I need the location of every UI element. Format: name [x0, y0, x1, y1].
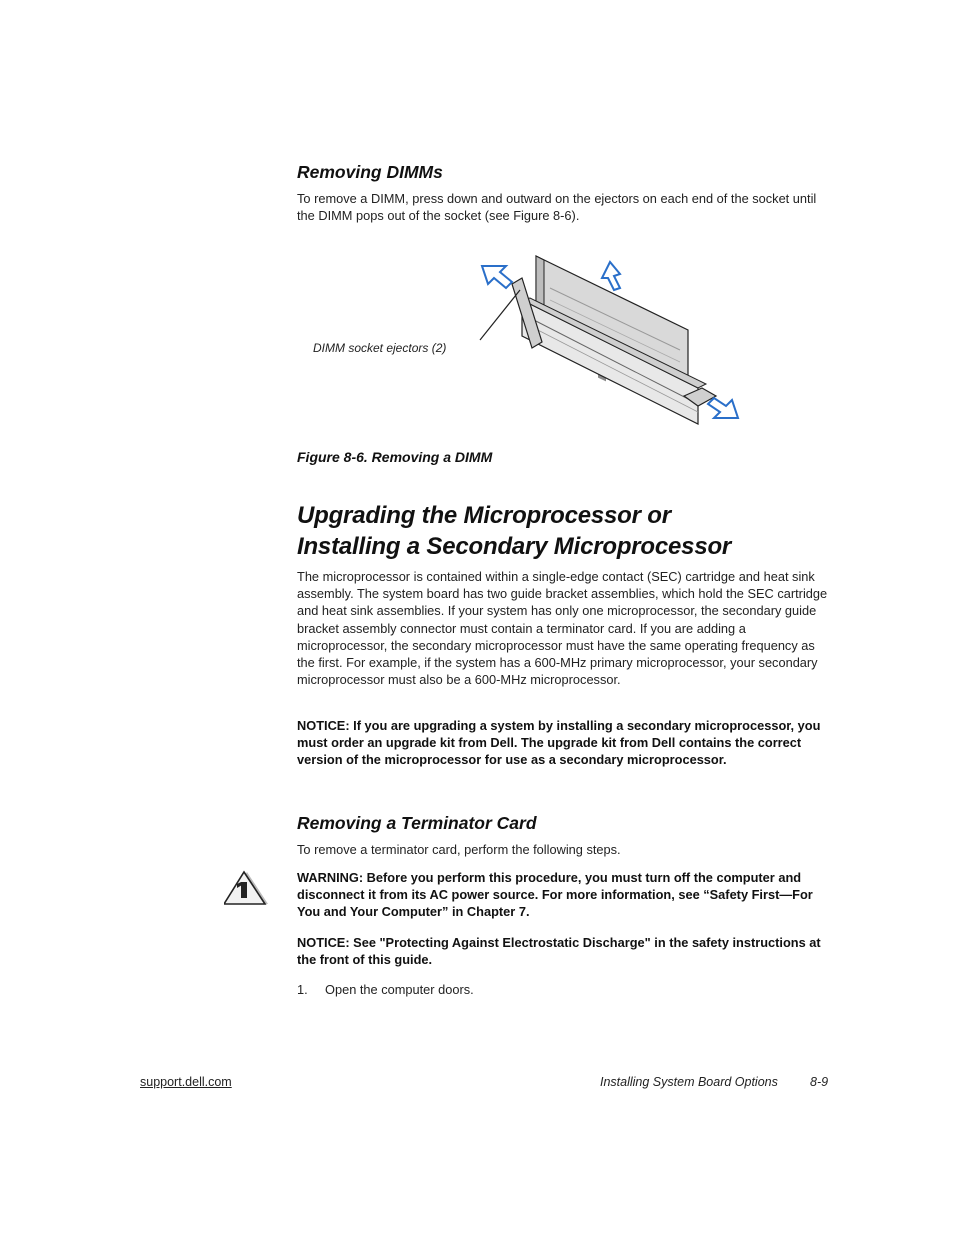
terminator-notice: NOTICE: See "Protecting Against Electrostatic Discharge" in the safety instructions at the front of this guide.	[297, 935, 821, 968]
outward-left-arrow-icon	[482, 266, 512, 288]
figure-callout-ejectors: DIMM socket ejectors (2)	[313, 341, 447, 355]
upgrading-body: The microprocessor is contained within a single-edge contact (SEC) cartridge and heat sink assembly. The system board has two guide bracket assemblies, which hold the SEC cartridge and heat sink assemblies. If your system has only one microprocessor, the secondary guide bracket assembly connector must contain a terminator card. If you are adding a microprocessor, the secondary microprocessor must have the same operating frequency as the first. For example, if the system has a 600-MHz primary microprocessor, your secondary microprocessor must also be a 600-MHz microprocessor.	[297, 569, 828, 688]
terminator-warning: WARNING: Before you perform this procedure, you must turn off the computer and disconnect it from its AC power source. For more information, see “Safety First—For You and Your Computer” in Chapter 7.	[297, 870, 813, 920]
upgrading-notice: NOTICE: If you are upgrading a system by installing a secondary microprocessor, you must order an upgrade kit from Dell. The upgrade kit from Dell contains the correct version of the microprocessor for use as a secondary microprocessor.	[297, 718, 821, 768]
dimm-illustration	[470, 248, 760, 433]
outward-right-arrow-icon	[708, 398, 738, 418]
dimm-removal-figure	[470, 248, 760, 433]
up-arrow-icon	[602, 262, 620, 290]
section-title-removing-terminator: Removing a Terminator Card	[297, 813, 537, 833]
footer-support-link[interactable]: support.dell.com	[140, 1075, 232, 1089]
step-number-1: 1.	[297, 982, 308, 997]
step-text-1: Open the computer doors.	[325, 982, 474, 997]
section-title-removing-dimms: Removing DIMMs	[297, 162, 443, 182]
footer-chapter-title: Installing System Board Options	[600, 1075, 778, 1089]
section-title-upgrading-line2: Installing a Secondary Microprocessor	[297, 533, 732, 560]
terminator-intro: To remove a terminator card, perform the following steps.	[297, 842, 621, 857]
warning-triangle-icon	[224, 870, 270, 906]
footer-page-number: 8-9	[810, 1075, 829, 1089]
figure-caption: Figure 8-6. Removing a DIMM	[297, 449, 493, 465]
section-title-upgrading-line1: Upgrading the Microprocessor or	[297, 502, 671, 529]
removing-dimms-body: To remove a DIMM, press down and outward on the ejectors on each end of the socket until the DIMM pops out of the socket (see Figure 8-6).	[297, 191, 817, 224]
